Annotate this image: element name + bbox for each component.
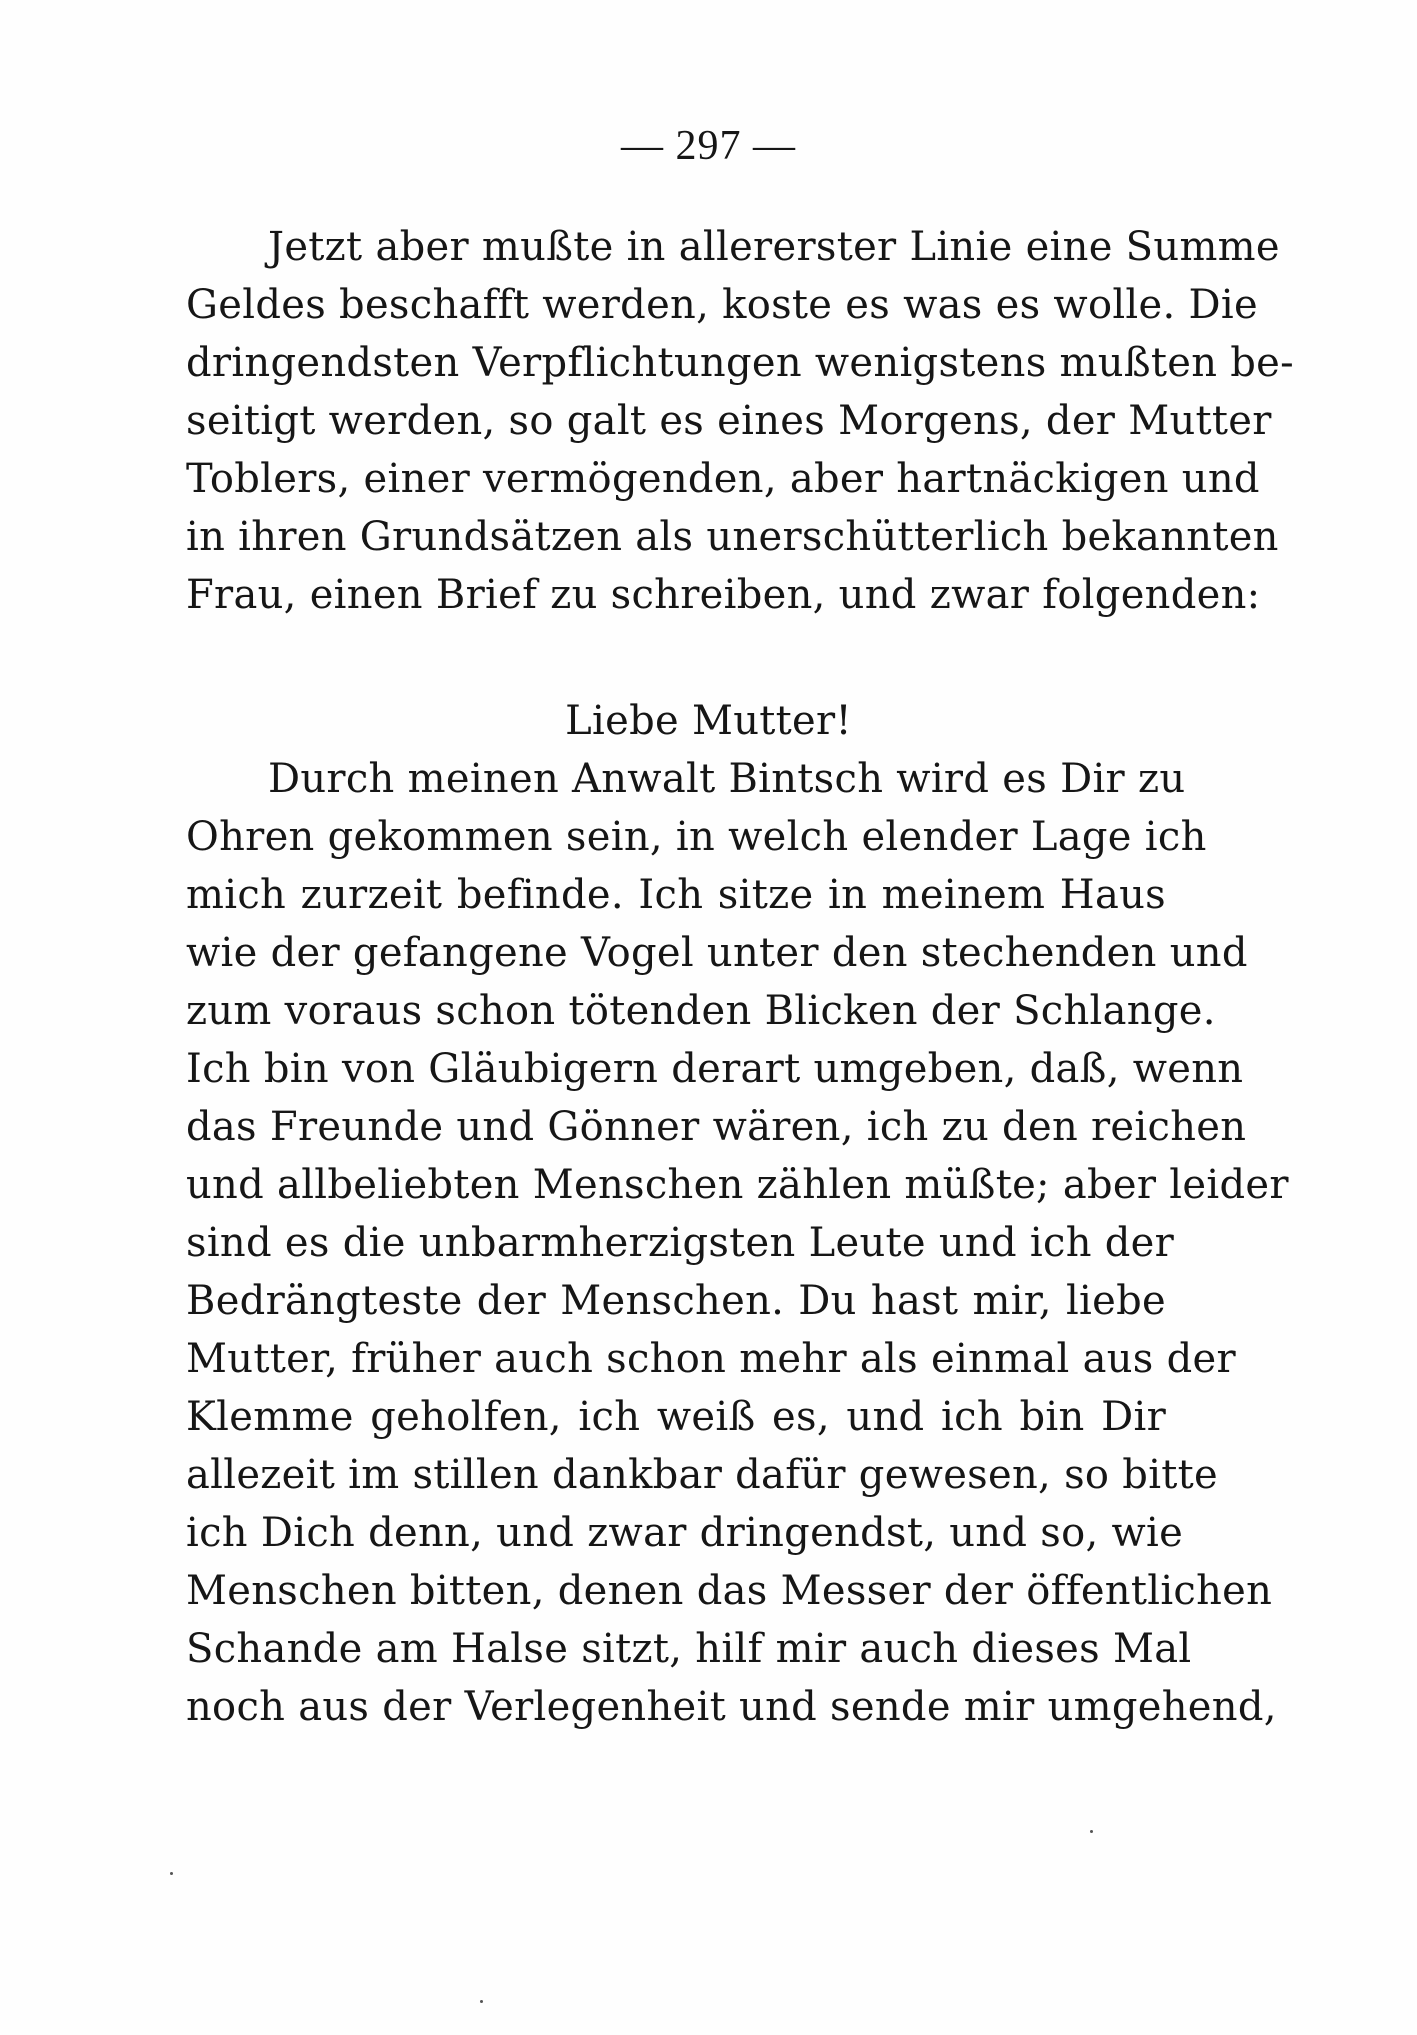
text-line: und allbeliebten Menschen zählen müßte; aber leider bbox=[186, 1162, 1289, 1208]
text-line: seitigt werden, so galt es eines Morgens, der Mutter bbox=[186, 398, 1272, 444]
text-line: wie der gefangene Vogel unter den stechenden und bbox=[186, 930, 1248, 976]
letter-salutation: Liebe Mutter! bbox=[565, 698, 852, 744]
text-line: Ohren gekommen sein, in welch elender Lage ich bbox=[186, 814, 1207, 860]
paper-speck bbox=[170, 1872, 173, 1875]
paragraph-letter bbox=[186, 750, 1289, 1736]
text-line: noch aus der Verlegenheit und sende mir umgehend, bbox=[186, 1684, 1277, 1730]
text-line: Schande am Halse sitzt, hilf mir auch dieses Mal bbox=[186, 1626, 1192, 1672]
text-line: mich zurzeit befinde. Ich sitze in meinem Haus bbox=[186, 872, 1166, 918]
paper-speck bbox=[480, 2000, 483, 2003]
text-line: Mutter, früher auch schon mehr als einmal aus der bbox=[186, 1336, 1236, 1382]
text-line: Bedrängteste der Menschen. Du hast mir, liebe bbox=[186, 1278, 1166, 1324]
text-line: in ihren Grundsätzen als unerschütterlich bekannten bbox=[186, 514, 1279, 560]
text-line: zum voraus schon tötenden Blicken der Schlange. bbox=[186, 988, 1216, 1034]
text-line: das Freunde und Gönner wären, ich zu den reichen bbox=[186, 1104, 1247, 1150]
text-line: Klemme geholfen, ich weiß es, und ich bin Dir bbox=[186, 1394, 1166, 1440]
text-line: Frau, einen Brief zu schreiben, und zwar folgenden: bbox=[186, 572, 1261, 618]
text-line: Jetzt aber mußte in allererster Linie eine Summe bbox=[268, 224, 1280, 270]
page-number: — 297 — bbox=[621, 123, 796, 169]
text-line: allezeit im stillen dankbar dafür gewesen, so bitte bbox=[186, 1452, 1219, 1498]
text-line: Geldes beschafft werden, koste es was es wolle. Die bbox=[186, 282, 1258, 328]
text-line: Toblers, einer vermögenden, aber hartnäckigen und bbox=[186, 456, 1260, 502]
text-line: ich Dich denn, und zwar dringendst, und so, wie bbox=[186, 1510, 1184, 1556]
paper-speck bbox=[1090, 1830, 1093, 1833]
text-line: Ich bin von Gläubigern derart umgeben, daß, wenn bbox=[186, 1046, 1244, 1092]
paragraph-narrative bbox=[186, 218, 1294, 624]
text-line: Menschen bitten, denen das Messer der öffentlichen bbox=[186, 1568, 1273, 1614]
text-line: dringendsten Verpflichtungen wenigstens mußten be- bbox=[186, 340, 1294, 386]
text-line: sind es die unbarmherzigsten Leute und ich der bbox=[186, 1220, 1175, 1266]
text-line: Durch meinen Anwalt Bintsch wird es Dir zu bbox=[268, 756, 1186, 802]
